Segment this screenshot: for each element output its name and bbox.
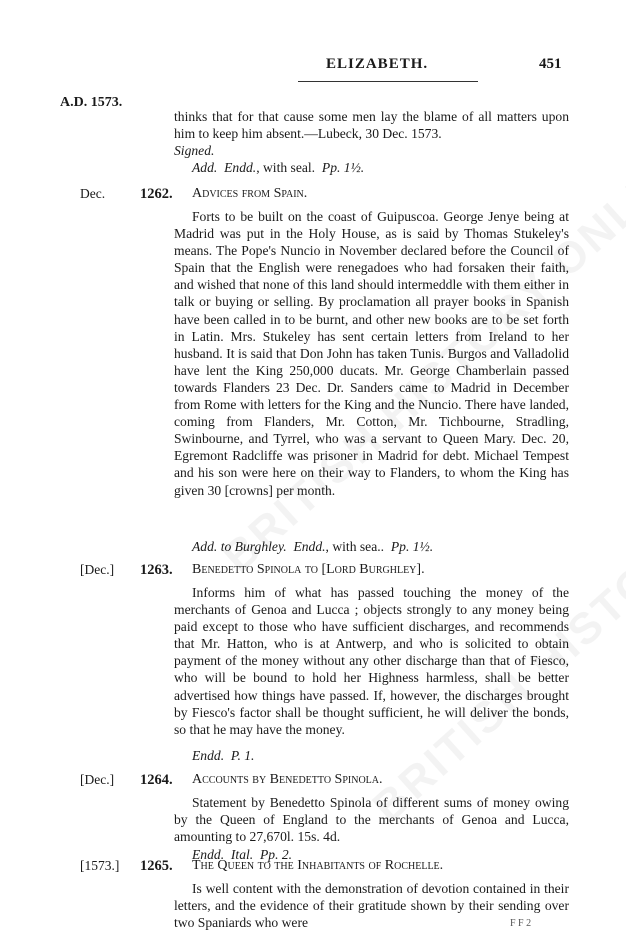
entry-body: Informs him of what has passed touching the money of the merchants of Genoa and Lucca ; objects strongly to any money being paid except to those who have sufficient discharges, and recommends that Mr. Hatton, who is at Antwerp, and who is solicited to obtain payment of the money without any other discharge than that of Fiesco, who will be bound to hold her Highness harmless, shall be better advertised how things have passed. If, however, the discharges brought by Fiesco's factor shall be thought sufficient, he will deliver the bonds, so that he may have the money. (174, 585, 569, 737)
entry-number: 1265. (140, 858, 173, 874)
note-pages: Pp. 2. (259, 847, 293, 862)
note-add: Add. to Burghley. (192, 539, 287, 554)
note-endd: Endd. (192, 748, 225, 763)
entry-date: Dec. (80, 186, 106, 201)
entry-title: Advices from Spain. (192, 186, 308, 201)
note-seal: , with sea.. (325, 539, 385, 554)
note-endd: Endd. (192, 847, 225, 862)
entry-date: [1573.] (80, 858, 120, 873)
entry-note (192, 748, 254, 764)
catchword: F F 2 (510, 918, 532, 929)
endd-label: Endd. (224, 160, 257, 175)
entry-date: [Dec.] (80, 772, 115, 787)
entry-number: 1264. (140, 772, 173, 788)
continuation-text: thinks that for that cause some men lay the blame of all matters upon him to keep him absent.—Lubeck, 30 Dec. 1573. (174, 109, 569, 142)
page-header (0, 50, 626, 80)
signed-label: Signed. (174, 143, 215, 158)
entry-number: 1262. (140, 186, 173, 202)
endorsement-note (192, 160, 364, 176)
entry-title: Accounts by Benedetto Spinola. (192, 772, 383, 787)
header-rule (298, 81, 478, 82)
entry-date: [Dec.] (80, 562, 115, 577)
add-label: Add. (192, 160, 218, 175)
signed-note (174, 143, 214, 159)
note-pages: Pp. 1½. (390, 539, 434, 554)
entry-title: The Queen to the Inhabitants of Rochelle. (192, 858, 444, 873)
entry-note (192, 539, 433, 555)
note-endd: Endd. (293, 539, 326, 554)
entry-title: Benedetto Spinola to [Lord Burghley]. (192, 562, 425, 577)
entry-body: Is well content with the demonstration of devotion contained in their letters, and the evidence of their gratitude shown by their sending over two Spaniards who were (174, 881, 569, 930)
pages-label: Pp. 1½. (321, 160, 365, 175)
margin-year: A.D. 1573. (60, 95, 123, 110)
seal-label: , with seal. (256, 160, 316, 175)
entry-body: Forts to be built on the coast of Guipuscoa. George Jenye being at Madrid was put in the Holy House, as is said by Thomas Stukeley's means. The Pope's Nuncio in November declared before the Council of Spain that the English were renegadoes who had forsaken their faith, and wished that none of this land should intermeddle with them either in talk or buying or selling. By proclamation all prayer books in Spanish have been called in to be burnt, and other new books are to be set forth in Latin. Mrs. Stukeley has sent certain letters from Ireland to her husband. It is said that Don John has taken Tunis. Burgos and Valladolid have lent the King 250,000 ducats. Mr. George Chamberlain passed towards Flanders 23 Dec. Dr. Sanders came to Madrid in December from Rome with letters for the King and the Nuncio. There have landed, coming from Flanders, Mr. Cotton, Mr. Tichbourne, Stradling, Swinbourne, and Tyrrel, who was a servant to Queen Mary. Dec. 20, Egremont Radcliffe was prisoner in Madrid for debt. Michael Tempest and his son were here on their way to Flanders, to whom the King has given 30 [crowns] per month. (174, 209, 569, 498)
note-pages: P. 1. (230, 748, 255, 763)
page-number: 451 (539, 56, 562, 72)
running-title: ELIZABETH. (326, 56, 429, 72)
entry-number: 1263. (140, 562, 173, 578)
note-language: Ital. (230, 847, 254, 862)
entry-body: Statement by Benedetto Spinola of different sums of money owing by the Queen of England to the merchants of Genoa and Lucca, amounting to 27,670l. 15s. 4d. (174, 795, 569, 845)
